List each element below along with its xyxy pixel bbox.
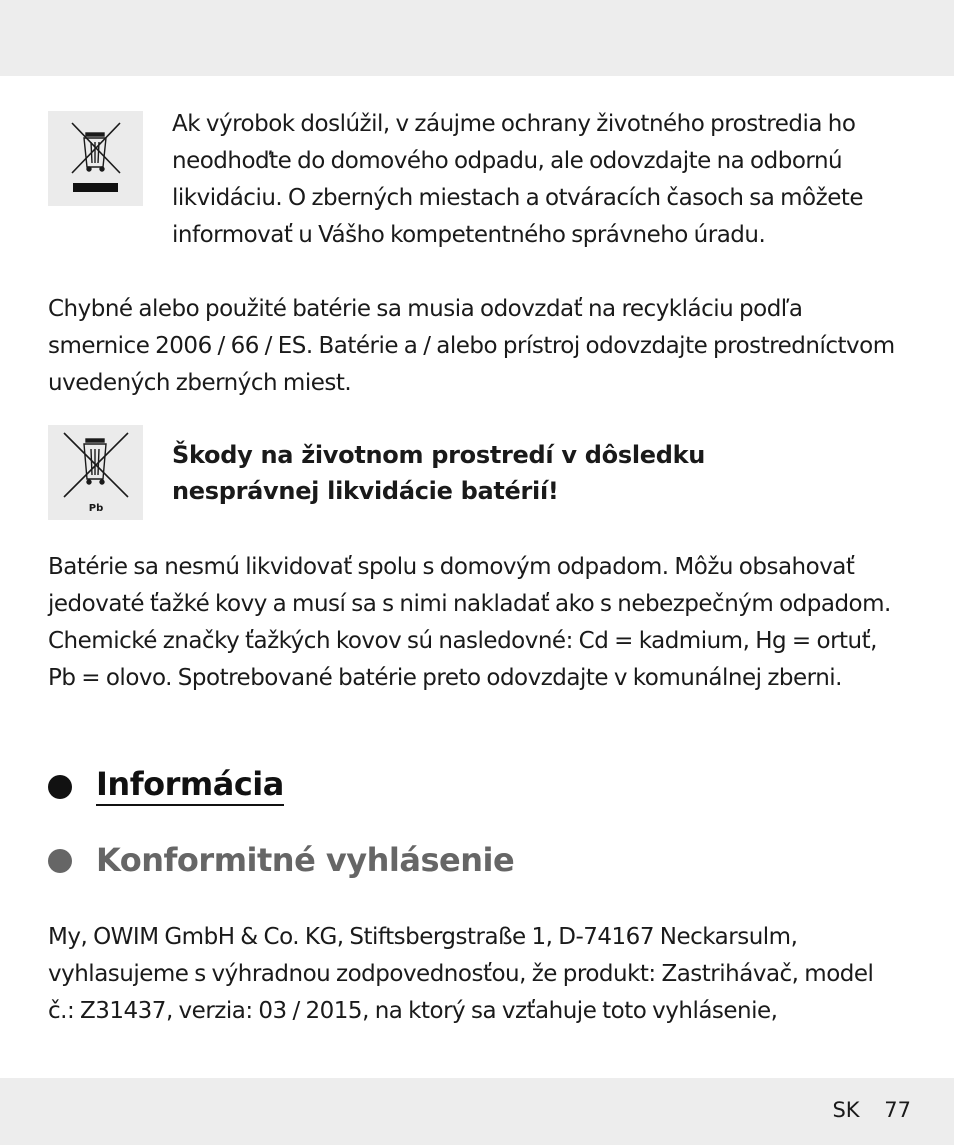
- text-line: Chemické značky ťažkých kovov sú nasledovné: Cd = kadmium, Hg = ortuť,: [48, 628, 877, 654]
- text-line: č.: Z31437, verzia: 03 / 2015, na ktorý sa vzťahuje toto vyhlásenie,: [48, 998, 778, 1024]
- declaration-paragraph: [48, 919, 918, 1030]
- text-line: Pb = olovo. Spotrebované batérie preto odovzdajte v komunálnej zberni.: [48, 665, 842, 691]
- pb-label: Pb: [88, 503, 104, 514]
- text-line: smernice 2006 / 66 / ES. Batérie a / alebo prístroj odovzdajte prostredníctvom: [48, 333, 895, 359]
- bottom-band: [0, 1078, 954, 1145]
- text-line: jedovaté ťažké kovy a musí sa s nimi nakladať ako s nebezpečným odpadom.: [48, 591, 891, 617]
- top-band: [0, 0, 954, 76]
- heavy-metals-paragraph: [48, 549, 918, 697]
- text-line: neodhoďte do domového odpadu, ale odovzdajte na odbornú: [172, 148, 843, 174]
- text-line: informovať u Vášho kompetentného správneho úradu.: [172, 222, 766, 248]
- subsection-heading: Konformitné vyhlásenie: [96, 841, 515, 879]
- text-line: My, OWIM GmbH & Co. KG, Stiftsbergstraße 1, D-74167 Neckarsulm,: [48, 924, 798, 950]
- warning-title: [172, 437, 912, 509]
- text-line: likvidáciu. O zberných miestach a otváracích časoch sa môžete: [172, 185, 864, 211]
- crossed-out-bin-icon: [48, 111, 143, 206]
- text-line: Chybné alebo použité batérie sa musia odovzdať na recykláciu podľa: [48, 296, 803, 322]
- subsection-bullet: [48, 849, 72, 873]
- page-footer: [832, 1098, 911, 1122]
- text-line: Ak výrobok doslúžil, v záujme ochrany životného prostredia ho: [172, 111, 856, 137]
- warning-title-line: nesprávnej likvidácie batérií!: [172, 477, 559, 505]
- section-bullet: [48, 775, 72, 799]
- section-heading-text: Informácia: [96, 766, 284, 806]
- section-heading: [96, 765, 284, 806]
- battery-recycling-paragraph: [48, 291, 918, 402]
- page-number: 77: [884, 1098, 911, 1122]
- text-line: Batérie sa nesmú likvidovať spolu s domovým odpadom. Môžu obsahovať: [48, 554, 855, 580]
- warning-title-line: Škody na životnom prostredí v dôsledku: [172, 441, 706, 469]
- text-line: vyhlasujeme s výhradnou zodpovednosťou, že produkt: Zastrihávač, model: [48, 961, 874, 987]
- text-line: uvedených zberných miest.: [48, 370, 352, 396]
- language-code: SK: [832, 1098, 860, 1122]
- disposal-paragraph: [172, 106, 912, 254]
- crossed-out-battery-bin-icon: [48, 425, 143, 520]
